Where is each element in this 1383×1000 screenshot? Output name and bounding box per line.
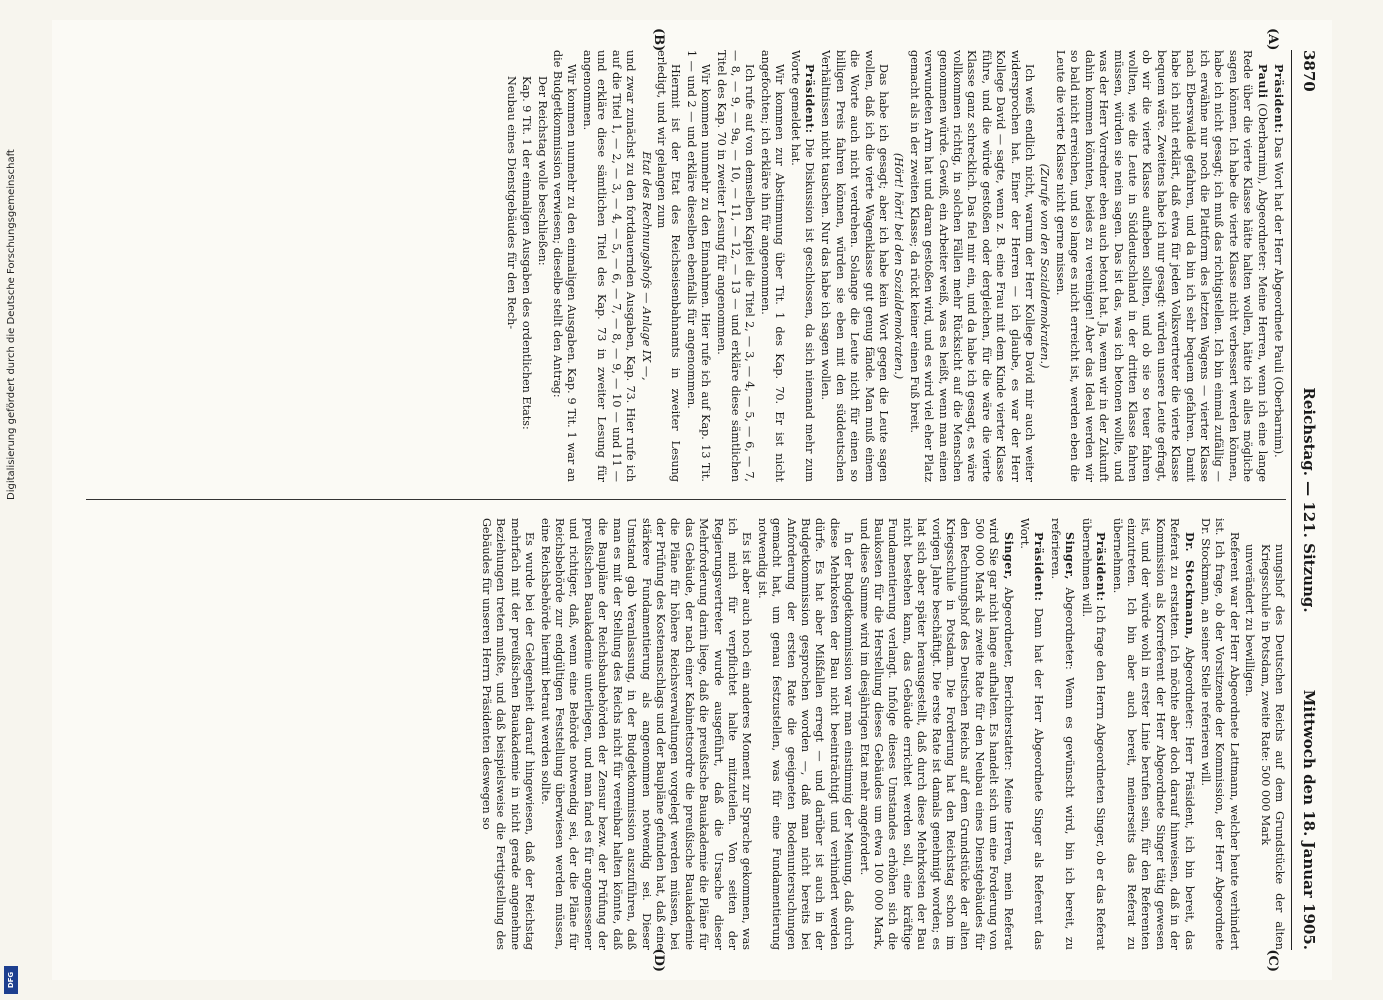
speaker-name: Präsident:: [802, 64, 817, 134]
indented-line: Kap. 9 Tit. 1 der einmaligen Ausgaben des ordentlichen Etats:: [519, 76, 533, 430]
paragraph-text: In der Budgetkommission war man einstimmig der Meinung, daß durch diese Mehrkosten der Bau nicht beeinträchtigt und verhindert werden dürfe. Es hat aber Mißfallen erregt — und darüber ist auch in der Budgetkommission gesprochen worden —, daß man nicht bereits bei Anforderung der ersten Rate die geeigneten Bodenuntersuchungen gemacht hat, um genau festzustellen, was für eine Fundamentierung notwendig ist.: [755, 518, 855, 950]
speech-paragraph: [1047, 518, 1077, 950]
speech-paragraph: [1109, 518, 1196, 950]
paragraph-text: Abgeordneter: Herr Präsident, ich bin bereit, das Referat zu erstatten. Ich möchte aber doch darauf hinweisen, daß in der Kommission als Korreferent der Herr Abgeordnete Singer tätig gewesen ist, und der würde wohl in erster Linie berufen sein, für den Referenten einzutreten. Ich bin aber auch bereit, meinerseits das Referat zu übernehmen.: [1110, 518, 1196, 950]
paragraph: [1197, 518, 1240, 950]
column-divider: [86, 499, 1286, 500]
paragraph: [818, 50, 890, 482]
margin-mark-c: (C): [1264, 949, 1280, 972]
paragraph-text: Die Diskussion ist geschlossen, da sich niemand mehr zum Worte gemeldet hat.: [788, 50, 816, 482]
speaker-name: Präsident:: [1032, 532, 1046, 602]
paragraph-text: Hiermit ist der Etat des Reichseisenbahnamts in zweiter Lesung erledigt, und wir gelangen zum: [654, 50, 682, 482]
indented-line: Neubau eines Dienstgebäudes für den Rech-: [504, 76, 518, 330]
speech-paragraph: [1270, 50, 1285, 482]
indented-line: unverändert zu bewilligen.: [1242, 544, 1256, 697]
indented-line: nungshof des Deutschen Reichs auf dem Grundstücke der alten Kriegsschule in Potsdam, zweite Rate: 500 000 Mark: [1258, 544, 1286, 950]
paragraph-text: Das habe ich gesagt; aber ich habe kein Wort gegen die Leute sagen wollen, daß ich die vierte Wagenklasse gut genug fände. Man muß einem die Worte auch nicht verdrehen. Solange die Leute nicht für einen so billigen Preis fahren können, würden sie eben mit den süddeutschen Verhältnissen nicht tauschen. Nur das habe ich sagen wollen.: [818, 50, 890, 482]
paragraph: [713, 50, 756, 482]
center-line: Etat des Rechnungshofs — Anlage IX —,: [639, 151, 653, 381]
speech-paragraph: [856, 518, 1015, 950]
paragraph: [478, 518, 536, 950]
indented-line: Der Reichstag wolle beschließen:: [535, 76, 549, 266]
paragraph: [754, 518, 855, 950]
paragraph: [906, 50, 1036, 482]
paragraph-text: Dann hat der Herr Abgeordnete Singer als Referent das Wort.: [1017, 518, 1045, 950]
paragraph: [653, 50, 682, 482]
paragraph-text: Es wurde bei der Gelegenheit darauf hingewiesen, daß der Reichstag mehrfach mit der preußischen Bauakademie in nicht gerade angenehme Beziehungen treten mußte, und daß beispielsweise die Fertigstellung des Gebäudes für unseren Herrn Präsidenten deswegen so: [479, 518, 536, 950]
speaker-name: Singer,: [1001, 532, 1016, 580]
paragraph-text: Das Wort hat der Herr Abgeordnete Pauli (Oberbarnim).: [1271, 137, 1285, 458]
paragraph-text: Wir kommen nunmehr zu den Einnahmen. Hier rufe ich auf Kap. 13 Tit. 1 — und 2 — und erkläre dieselben ebenfalls für angenommen.: [684, 50, 712, 482]
speaker-name: Pauli: [1255, 64, 1270, 99]
paragraph-text: Wir kommen nunmehr zu den einmaligen Ausgaben. Kap. 9 Tit. 1 war an die Budgetkommission verwiesen; dieselbe stellt den Antrag:: [550, 50, 578, 482]
speech-paragraph: [1016, 518, 1046, 950]
header-rule: [1291, 50, 1292, 950]
paragraph-text: Ich rufe auf von demselben Kapitel die Titel 2, — 3, — 4, — 5, — 6, — 7, — 8, — 9, — 9a, — 10, — 11, — 12, — 13 — und erkläre diese sämtlichen Titel des Kap. 70 in zweiter Lesung für angenommen.: [714, 50, 756, 482]
margin-mark-d: (D): [650, 948, 666, 972]
paragraph: [537, 518, 753, 950]
paragraph-text: Es ist aber auch noch ein anderes Moment zur Sprache gekommen, was ich mich für verpflichtet halte mitzuteilen. Von seiten der Regierungsvertreter wurde ausgeführt, daß die Ursache dieser Mehrforderung darin liege, daß die preußische Bauakademie die Pläne für das Gebäude, der nach einer Kabinettsordre die preußische Bauakademie die Pläne für höhere Reichsverwaltungen vorgelegt werden müssen, bei der Prüfung des Kostenanschlags und der Baupläne gefunden hat, daß eine stärkere Fundamentierung als angenommen notwendig sei. Dieser Umstand gab Veranlassung, in der Budgetkommission auszuführen, daß man es mit der Stellung des Reichs nicht für vereinbar halten könnte, daß die Baupläne der Reichsbaubehörden der Zensur bezw. der Prüfung der preußischen Bauakademie unterliegen, und man fand es für angemessener und richtiger, daß, wenn eine Behörde notwendig sei, der die Pläne für Reichsbehörde zur endgültigen Feststellung überwiesen werden müssen, eine Reichsbehörde hiermit betraut werden sollte.: [538, 518, 753, 950]
dfg-logo-text: DFG: [7, 971, 15, 989]
paragraph: [757, 50, 786, 482]
dfg-logo: [4, 966, 18, 994]
paragraph-text: Referent war der Herr Abgeordnete Lattmann, welcher heute verhindert ist. Ich frage, ob der Vorsitzende der Kommission, der Herr Abgeordnete Dr. Stockmann, an seiner Stelle referieren will.: [1198, 518, 1241, 950]
paragraph: [549, 50, 578, 482]
digitization-note: Digitalisierung gefördert durch die Deutsche Forschungsgemeinschaft: [6, 149, 17, 500]
document-page: [52, 20, 1332, 980]
margin-mark-b: (B): [650, 28, 666, 52]
center-line: (Hört! hört! bei den Sozialdemokraten.): [891, 152, 905, 380]
paragraph-text: Abgeordneter, Berichterstatter: Meine Herren, mein Referat wird Sie gar nicht lange aufhalten. Es handelt sich um eine Forderung von 500 000 Mark als zweite Rate für den Neubau eines Dienstgebäudes für den Rechnungshof des Deutschen Reichs auf dem Grundstücke der alten Kriegsschule in Potsdam. Die Forderung hat den Reichstag schon im vorigen Jahre beschäftigt. Die erste Rate ist damals genehmigt worden; es hat sich aber später herausgestellt, daß durch diese Mehrkosten der Bau nicht bestehen kann, das Gebäude errichtet werden soll, eine kräftige Fundamentierung verlangt. Infolge dieses Umstandes erhöhen sich die Baukosten für die Herstellung dieses Gebäudes um etwa 100 000 Mark, und diese Summe wird im diesjährigen Etat mehr angefordert.: [857, 518, 1015, 950]
margin-mark-a: (A): [1264, 28, 1280, 51]
right-column: [86, 518, 1286, 950]
paragraph-text: Wir kommen zur Abstimmung über Tit. 1 des Kap. 70. Er ist nicht angefochten; ich erkläre ihn für angenommen.: [758, 50, 786, 482]
speaker-name: Singer,: [1062, 532, 1077, 580]
speech-paragraph: [1052, 50, 1269, 482]
paragraph: und zwar zunächst zu den fortdauernden Ausgaben, Kap. 73. Hier rufe ich auf die Titel 1, — 2, — 3, — 4, — 5, — 6, — 7, — 8, — 9, — 10 — und 11 — und erkläre diese sämtlichen Titel des Kap. 73 in zweiter Lesung für angenommen.: [580, 50, 637, 482]
speech-paragraph: [787, 50, 817, 482]
page-number: 3870: [1299, 50, 1318, 92]
speaker-name: Präsident:: [1093, 532, 1108, 602]
page-header: [1292, 50, 1318, 950]
paragraph-text: (Oberbarnim), Abgeordneter: Meine Herren, wenn ich eine lange Rede über die vierte Klasse hätte halten wollen, hätte ich alles mögliche sagen können. Ich habe die vierte Klasse nicht verbessert werden können, habe ich nicht gesagt; ich muß das richtigstellen. Ich bin einmal zufällig — ich erwähne nur noch die Plattform des letzten Wagens — vierter Klasse nach Eberswalde gefahren, und da bin ich sehr bequem gefahren. Damit habe ich nicht erklärt, daß etwa für jeden Volksvertreter die vierte Klasse bequem wäre. Zweitens habe ich nur gesagt: würden unsere Leute gefragt, ob wir die vierte Klasse aufheben sollten, und ob sie so teuer fahren wollten, wie die Leute in Süddeutschland in der dritten Klasse fahren müssen, würden sie nein sagen. Das ist das, was ich betonen wollte, und was der Herr Vorredner eben auch betont hat. Ja, wenn wir in der Zukunft dahin kommen könnten, beides zu vereinigen! Aber das Ideal werden wir so bald nicht erreichen, und so lange es nicht erreicht ist, werden eben die Leute die vierte Klasse nicht gerne missen.: [1053, 50, 1269, 482]
center-line: (Zurufe von den Sozialdemokraten.): [1038, 163, 1051, 369]
speaker-name: Dr. Stockmann,: [1182, 532, 1197, 640]
paragraph-text: Abgeordneter: Wenn es gewünscht wird, bin ich bereit, zu referieren.: [1048, 518, 1076, 950]
session-title: Reichstag. — 121. Sitzung.: [1299, 387, 1318, 613]
speech-paragraph: [1078, 518, 1108, 950]
paragraph-text: Ich weiß endlich nicht, warum der Herr Kollege David mir auch weiter widersprochen hat. Einer der Herren — ich glaube, es war der Herr Kollege David — sagte, wenn z. B. eine Frau mit dem Kinde vierter Klasse führe, und die würde gestoßen oder dergleichen, für die wäre die vierte Klasse ganz schrecklich. Das fiel mir ein, und da habe ich gesagt, es wäre vollkommen richtig, in solchen Fällen mehr Rücksicht auf die Menschen genommen würde. Gewiß, ein Arbeiter weiß, was es heißt, wenn man einen verwundeten Arm hat und daran gestoßen wird, und es wird viel eher Platz gemacht als in der zweiten Klasse; da rückt keiner einen Fuß breit.: [907, 50, 1036, 482]
left-column: [86, 50, 1286, 482]
paragraph-text: Ich frage den Herrn Abgeordneten Singer, ob er das Referat übernehmen will.: [1079, 518, 1107, 950]
speaker-name: Präsident:: [1271, 64, 1286, 134]
session-date: Mittwoch den 18. Januar 1905.: [1299, 689, 1318, 950]
paragraph: [683, 50, 712, 482]
